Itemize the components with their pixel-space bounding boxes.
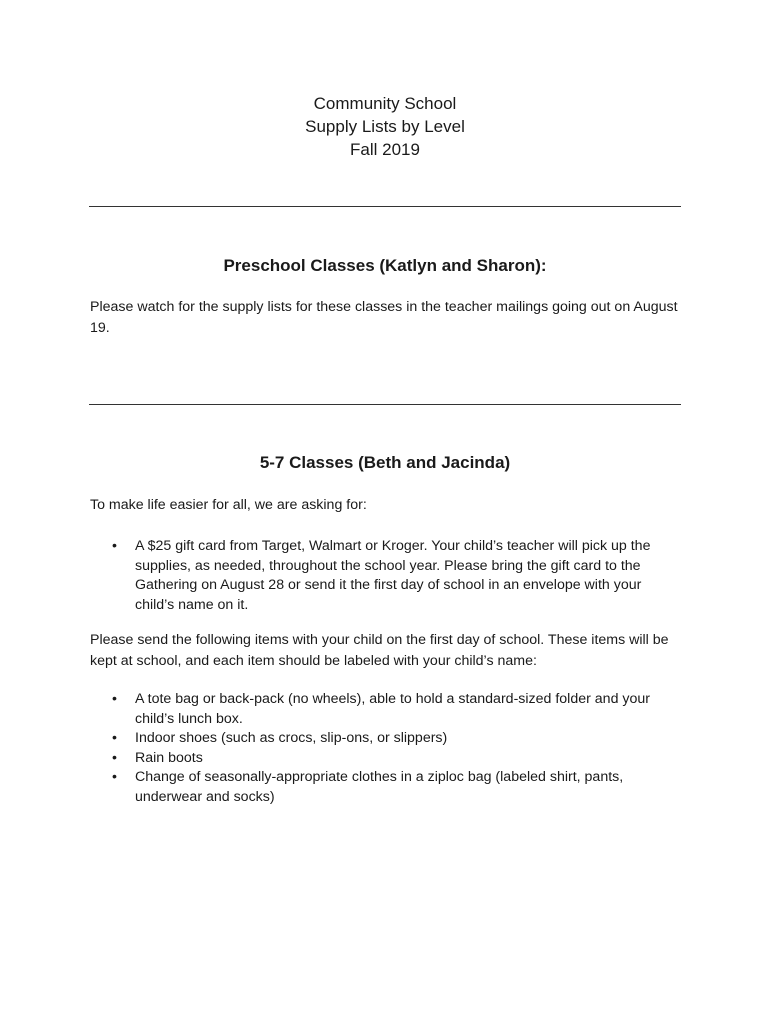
title-school-name: Community School	[313, 94, 457, 113]
list-item-text: A $25 gift card from Target, Walmart or Kroger. Your child’s teacher will pick up the supplies, as needed, throughout the school year. Please bring the gift card to the Gathering on August 28 or send it the first day of school in an envelope with your child’s name on it.	[135, 538, 651, 613]
list-item-text: Rain boots	[135, 749, 203, 766]
divider	[89, 206, 681, 207]
list-item-text: Change of seasonally-appropriate clothes in a ziploc bag (labeled shirt, pants, underwear and socks)	[135, 769, 624, 805]
list-item	[90, 690, 680, 729]
title-term: Fall 2019	[350, 140, 420, 159]
preschool-heading: Preschool Classes (Katlyn and Sharon):	[223, 256, 547, 275]
document-title	[0, 92, 770, 161]
bullet-icon: •	[112, 538, 117, 554]
classes-5-7-send-text: Please send the following items with your child on the first day of school. These items will be kept at school, and each item should be labeled with your child’s name:	[90, 632, 669, 669]
list-item	[90, 729, 680, 749]
list-item	[90, 537, 680, 615]
bullet-icon: •	[112, 769, 117, 785]
bullet-icon: •	[112, 691, 117, 707]
classes-5-7-intro: To make life easier for all, we are asking for:	[90, 497, 367, 513]
supply-list	[90, 690, 680, 807]
divider	[89, 404, 681, 405]
bullet-icon: •	[112, 730, 117, 746]
list-item-text: A tote bag or back-pack (no wheels), able to hold a standard-sized folder and your child’s lunch box.	[135, 691, 650, 727]
classes-5-7-heading: 5-7 Classes (Beth and Jacinda)	[259, 453, 511, 472]
list-item-text: Indoor shoes (such as crocs, slip-ons, or slippers)	[135, 730, 448, 746]
title-subtitle: Supply Lists by Level	[305, 117, 465, 136]
bullet-icon: •	[112, 749, 117, 766]
gift-card-list	[90, 537, 680, 615]
list-item	[90, 749, 680, 769]
preschool-body: Please watch for the supply lists for these classes in the teacher mailings going out on August 19.	[90, 299, 678, 336]
list-item	[90, 768, 680, 807]
